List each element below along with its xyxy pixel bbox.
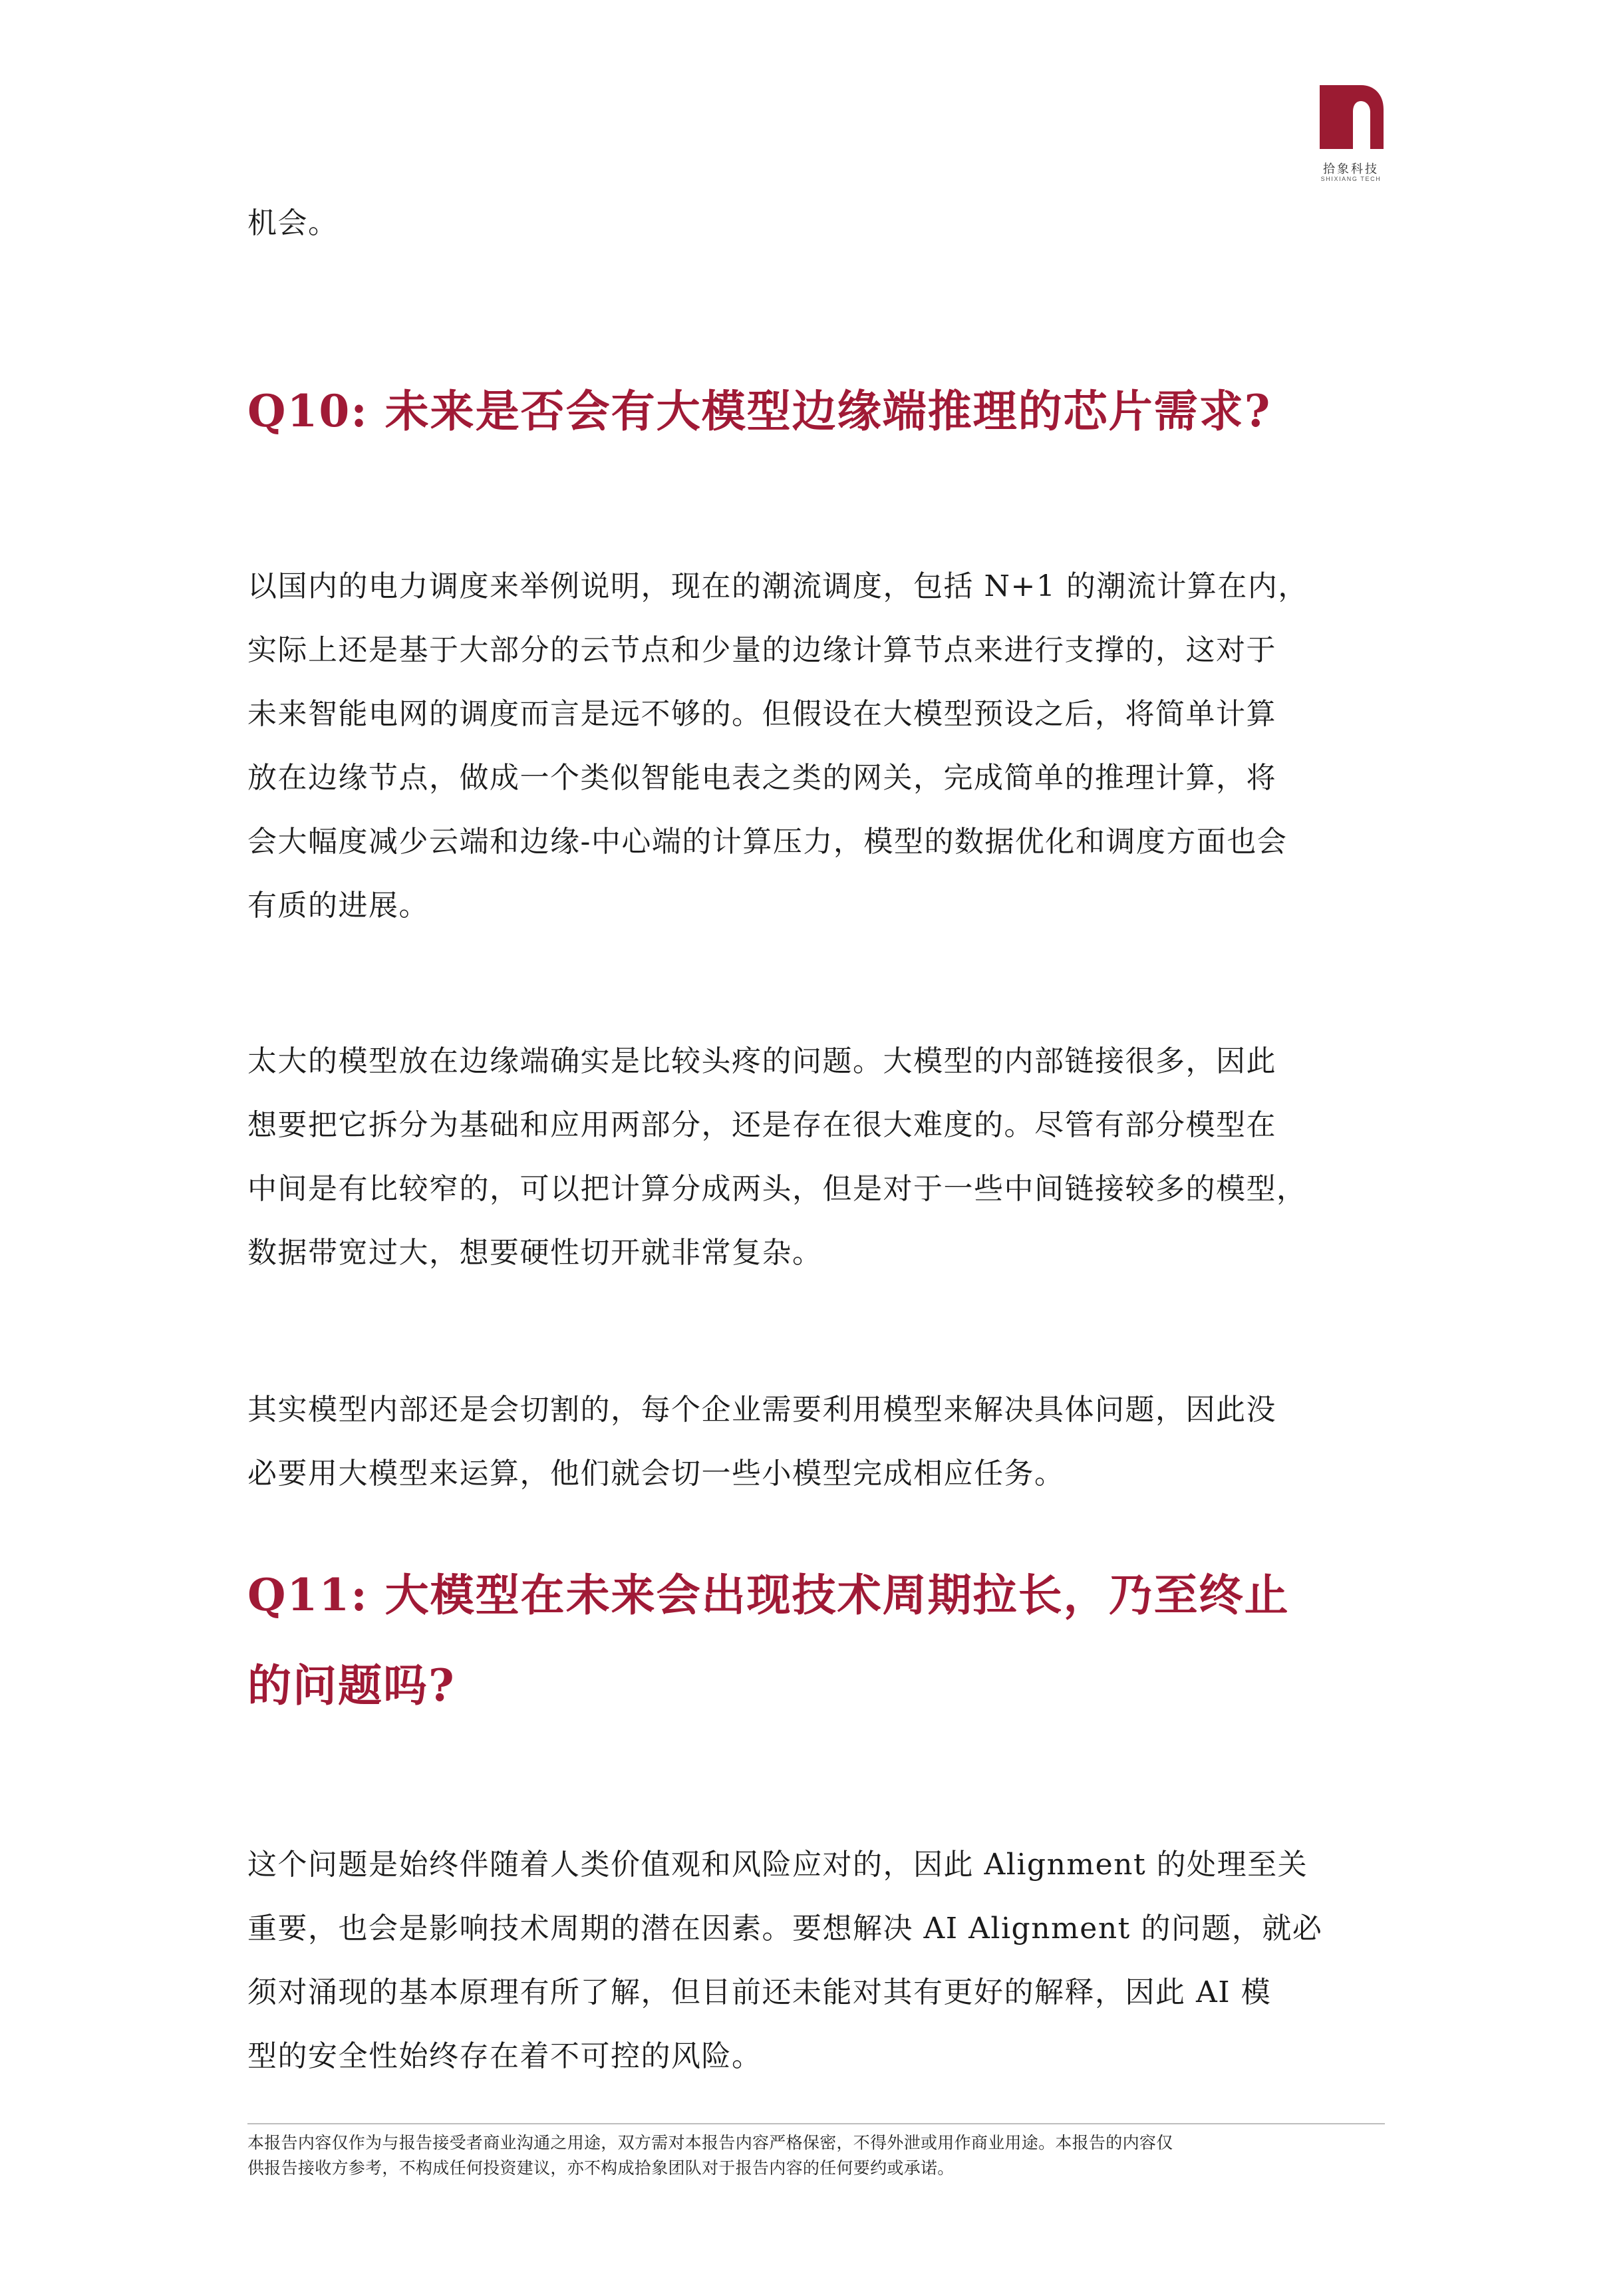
paragraph-line: 这个问题是始终伴随着人类价值观和风险应对的，因此 Alignment 的处理至关 xyxy=(247,1848,1308,1882)
carryover-text: 机会。 xyxy=(247,206,339,240)
paragraph-line: 型的安全性始终存在着不可控的风险。 xyxy=(247,2039,762,2073)
paragraph-line: 有质的进展。 xyxy=(247,889,429,923)
footer-line: 本报告内容仅作为与报告接受者商业沟通之用途，双方需对本报告内容严格保密，不得外泄或用作商业用途。本报告的内容仅 xyxy=(247,2133,1173,2152)
q10-heading: Q10: 未来是否会有大模型边缘端推理的芯片需求? xyxy=(247,385,1272,437)
q11-paragraph xyxy=(247,1833,1378,2088)
paragraph-line: 须对涌现的基本原理有所了解，但目前还未能对其有更好的解释，因此 AI 模 xyxy=(247,1975,1272,2009)
paragraph-line: 想要把它拆分为基础和应用两部分，还是存在很大难度的。尽管有部分模型在 xyxy=(247,1108,1276,1142)
q11-heading-line-1: Q11: 大模型在未来会出现技术周期拉长，乃至终止 xyxy=(247,1569,1290,1621)
paragraph-line: 其实模型内部还是会切割的，每个企业需要利用模型来解决具体问题，因此没 xyxy=(247,1393,1276,1427)
paragraph-line: 放在边缘节点，做成一个类似智能电表之类的网关，完成简单的推理计算，将 xyxy=(247,761,1276,795)
q10-paragraph-2 xyxy=(247,1030,1378,1285)
paragraph-line: 未来智能电网的调度而言是远不够的。但假设在大模型预设之后，将简单计算 xyxy=(247,697,1276,731)
logo-chinese-name: 拾象科技 xyxy=(1323,162,1379,176)
paragraph-line: 以国内的电力调度来举例说明，现在的潮流调度，包括 N+1 的潮流计算在内， xyxy=(247,569,1308,603)
paragraph-line: 太大的模型放在边缘端确实是比较头疼的问题。大模型的内部链接很多，因此 xyxy=(247,1044,1276,1078)
elephant-logo-icon xyxy=(1320,85,1384,149)
logo-english-name: SHIXIANG TECH xyxy=(1320,176,1382,182)
footer-divider xyxy=(247,2123,1385,2124)
paragraph-line: 数据带宽过大，想要硬性切开就非常复杂。 xyxy=(247,1236,823,1270)
paragraph-line: 重要，也会是影响技术周期的潜在因素。要想解决 AI Alignment 的问题，就必 xyxy=(247,1912,1323,1945)
paragraph-line: 实际上还是基于大部分的云节点和少量的边缘计算节点来进行支撑的，这对于 xyxy=(247,633,1276,667)
company-logo xyxy=(1316,85,1386,182)
paragraph-line: 会大幅度减少云端和边缘-中心端的计算压力，模型的数据优化和调度方面也会 xyxy=(247,825,1288,859)
footer-line: 供报告接收方参考，不构成任何投资建议，亦不构成拾象团队对于报告内容的任何要约或承诺。 xyxy=(247,2158,955,2178)
paragraph-line: 中间是有比较窄的，可以把计算分成两头，但是对于一些中间链接较多的模型， xyxy=(247,1172,1307,1206)
q10-paragraph-1 xyxy=(247,555,1378,938)
footer-disclaimer xyxy=(247,2130,1392,2181)
paragraph-line: 必要用大模型来运算，他们就会切一些小模型完成相应任务。 xyxy=(247,1457,1065,1491)
q11-heading-line-2: 的问题吗? xyxy=(247,1659,456,1711)
q10-paragraph-3 xyxy=(247,1378,1378,1506)
